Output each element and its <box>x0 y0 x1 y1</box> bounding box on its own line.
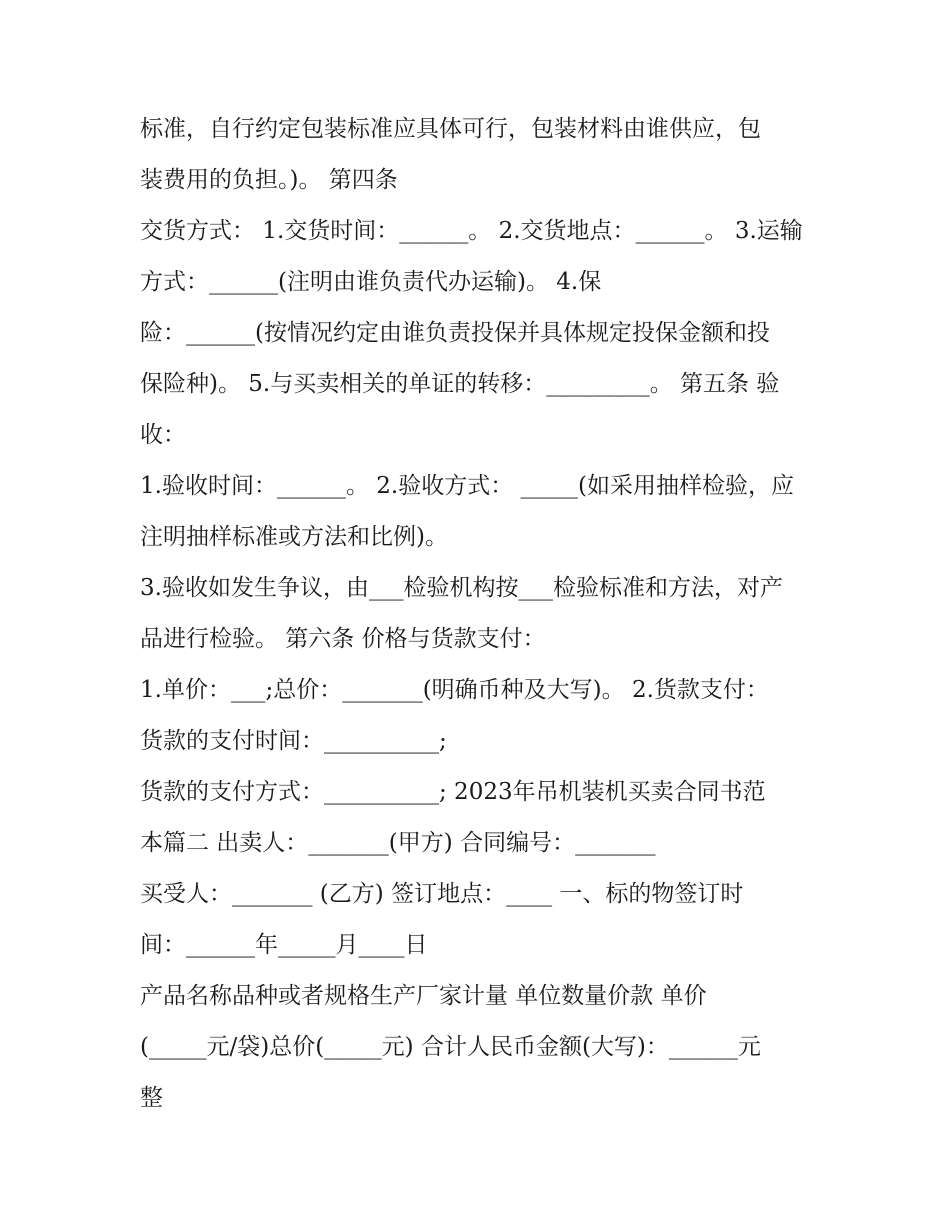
text-line: 本篇二 出卖人：_______(甲方) 合同编号：_______ <box>140 830 656 856</box>
text-line: 3.验收如发生争议，由___检验机构按___检验标准和方法，对产 <box>140 575 783 601</box>
text-line: (_____元/袋)总价(_____元) 合计人民币金额(大写)：______元 <box>140 1034 761 1060</box>
text-line: 1.验收时间：______。 2.验收方式： _____(如采用抽样检验，应 <box>140 473 794 499</box>
text-line: 间：______年_____月____日 <box>140 932 428 958</box>
text-line: 1.单价：___;总价：_______(明确币种及大写)。 2.货款支付： <box>140 677 769 703</box>
text-line: 收： <box>140 422 186 448</box>
contract-text <box>140 104 820 1124</box>
text-line: 货款的支付时间：__________; <box>140 728 447 754</box>
text-line: 整 <box>140 1085 163 1111</box>
text-line: 注明抽样标准或方法和比例)。 <box>140 524 448 550</box>
text-line: 险：______(按情况约定由谁负责投保并具体规定投保金额和投 <box>140 320 770 346</box>
text-line: 标准，自行约定包装标准应具体可行，包装材料由谁供应，包 <box>140 116 761 142</box>
text-line: 交货方式： 1.交货时间：______。 2.交货地点：______。 3.运输 <box>140 218 803 244</box>
text-line: 买受人：_______ (乙方) 签订地点：____ 一、标的物签订时 <box>140 881 744 907</box>
text-line: 装费用的负担。)。 第四条 <box>140 167 398 193</box>
text-line: 产品名称品种或者规格生产厂家计量 单位数量价款 单价 <box>140 983 707 1009</box>
text-line: 品进行检验。 第六条 价格与货款支付： <box>140 626 546 652</box>
text-line: 保险种)。 5.与买卖相关的单证的转移：_________。 第五条 验 <box>140 371 780 397</box>
text-line: 货款的支付方式：__________; 2023年吊机装机买卖合同书范 <box>140 779 766 805</box>
text-line: 方式：______(注明由谁负责代办运输)。 4.保 <box>140 269 602 295</box>
